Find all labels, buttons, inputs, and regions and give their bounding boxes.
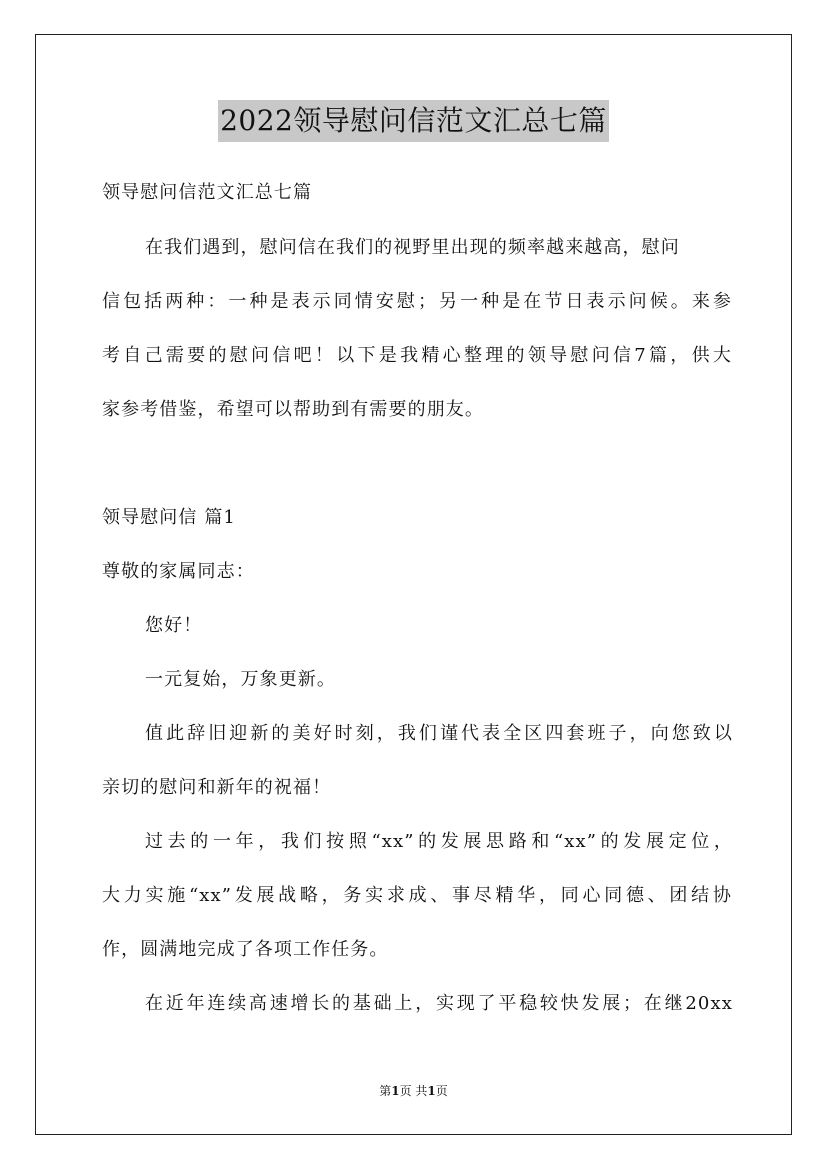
paragraph-4-line-1: 在近年连续高速增长的基础上，实现了平稳较快发展；在继20xx <box>145 993 733 1014</box>
intro-line-3: 考自己需要的慰问信吧！以下是我精心整理的领导慰问信7篇，供大 <box>102 345 732 366</box>
footer-suffix: 页 <box>435 1084 448 1098</box>
footer-total-pages: 1 <box>427 1084 436 1098</box>
footer-mid: 页 共 <box>399 1084 428 1098</box>
paragraph-2-line-1: 值此辞旧迎新的美好时刻，我们谨代表全区四套班子，向您致以 <box>145 723 733 744</box>
paragraph-3-line-3: 作，圆满地完成了各项工作任务。 <box>102 939 389 960</box>
page-footer <box>0 1083 827 1099</box>
intro-line-1: 在我们遇到，慰问信在我们的视野里出现的频率越来越高，慰问 <box>145 237 680 258</box>
footer-page-number: 1 <box>391 1084 400 1098</box>
salutation: 尊敬的家属同志： <box>102 561 255 582</box>
paragraph-3-line-1: 过去的一年，我们按照“xx”的发展思路和“xx”的发展定位， <box>145 831 733 852</box>
paragraph-1: 一元复始，万象更新。 <box>145 669 336 690</box>
paragraph-2-line-2: 亲切的慰问和新年的祝福！ <box>102 777 332 798</box>
intro-line-4: 家参考借鉴，希望可以帮助到有需要的朋友。 <box>102 399 484 420</box>
intro-line-2: 信包括两种：一种是表示同情安慰；另一种是在节日表示问候。来参 <box>102 291 732 312</box>
paragraph-3-line-2: 大力实施“xx”发展战略，务实求成、事尽精华，同心同德、团结协 <box>102 885 732 906</box>
section-heading: 领导慰问信 篇1 <box>102 507 236 528</box>
document-title: 2022领导慰问信范文汇总七篇 <box>218 100 609 142</box>
greeting: 您好！ <box>145 615 203 636</box>
document-subtitle: 领导慰问信范文汇总七篇 <box>102 182 313 203</box>
title-container <box>0 100 827 142</box>
footer-prefix: 第 <box>379 1084 392 1098</box>
